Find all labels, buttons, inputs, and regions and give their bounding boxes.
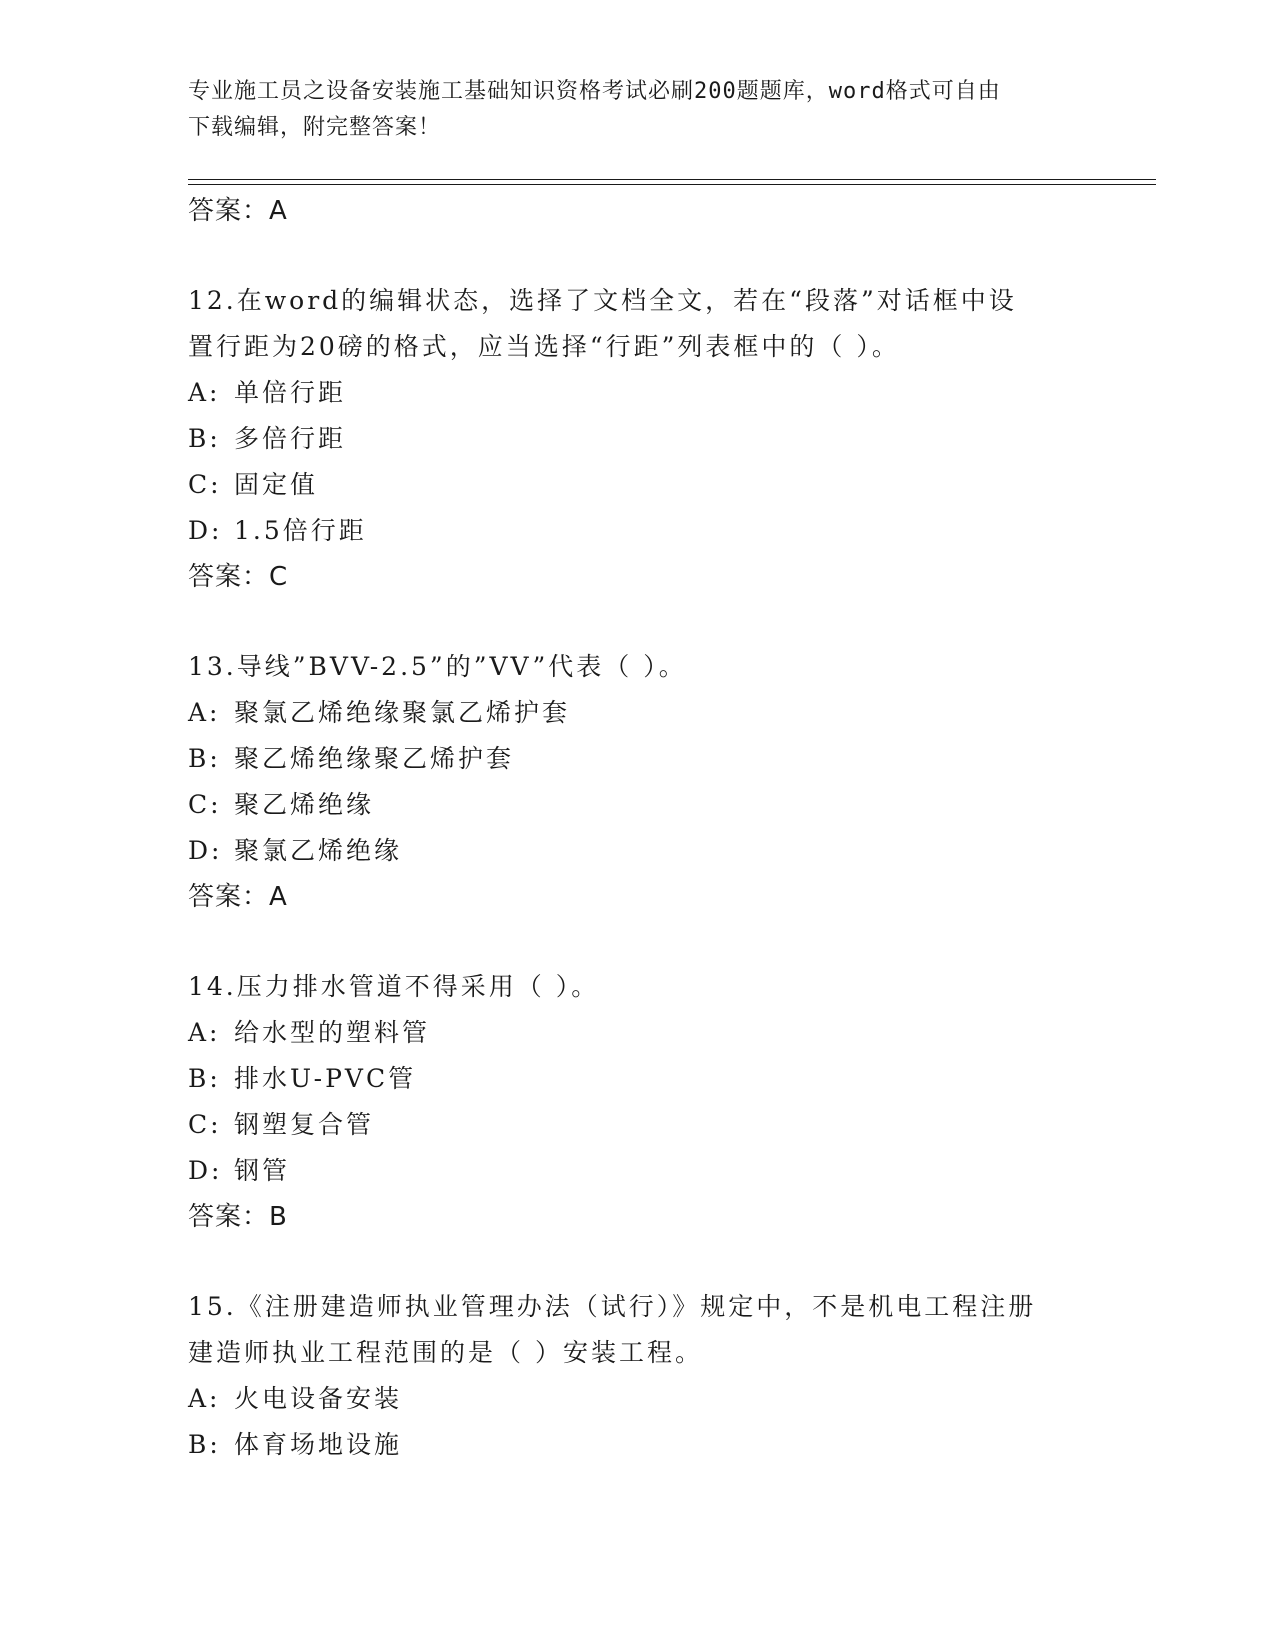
option-text: 单倍行距 <box>234 378 347 407</box>
question-stem-line: 14.压力排水管道不得采用（ ）。 <box>188 972 600 1001</box>
option-letter: A: <box>188 698 221 727</box>
option-letter: B: <box>188 1064 221 1093</box>
question-12 <box>188 278 1088 370</box>
option-letter: D: <box>188 836 223 865</box>
option-b <box>188 1056 1088 1102</box>
header-divider-top <box>188 179 1156 180</box>
option-text: 钢塑复合管 <box>234 1110 375 1139</box>
document-body <box>188 188 1088 1468</box>
header-line-1: 专业施工员之设备安装施工基础知识资格考试必刷200题题库，word格式可自由 <box>188 79 1001 104</box>
option-letter: D: <box>188 516 223 545</box>
option-a <box>188 1010 1088 1056</box>
option-text: 聚氯乙烯绝缘 <box>234 836 403 865</box>
option-text: 聚乙烯绝缘聚乙烯护套 <box>234 744 515 773</box>
option-text: 聚氯乙烯绝缘聚氯乙烯护套 <box>234 698 571 727</box>
option-letter: A: <box>188 378 221 407</box>
option-text: 给水型的塑料管 <box>234 1018 431 1047</box>
option-c <box>188 462 1088 508</box>
header-divider-bottom <box>188 184 1156 185</box>
question-stem-line: 置行距为20磅的格式，应当选择“行距”列表框中的（ ）。 <box>188 332 900 361</box>
option-letter: C: <box>188 790 222 819</box>
option-d <box>188 1148 1088 1194</box>
answer-12: 答案：C <box>188 562 289 592</box>
question-stem-line: 12.在word的编辑状态，选择了文档全文，若在“段落”对话框中设 <box>188 286 1017 315</box>
question-15 <box>188 1284 1088 1376</box>
option-b <box>188 1422 1088 1468</box>
option-letter: A: <box>188 1018 221 1047</box>
option-letter: B: <box>188 744 221 773</box>
header-line-2: 下载编辑，附完整答案！ <box>188 115 442 140</box>
option-letter: C: <box>188 470 222 499</box>
option-c <box>188 782 1088 828</box>
question-14 <box>188 964 1088 1010</box>
option-text: 固定值 <box>234 470 319 499</box>
answer-14: 答案：B <box>188 1202 288 1232</box>
option-text: 多倍行距 <box>234 424 347 453</box>
option-letter: B: <box>188 1430 221 1459</box>
option-text: 1.5倍行距 <box>234 516 367 545</box>
option-text: 火电设备安装 <box>234 1384 403 1413</box>
option-letter: C: <box>188 1110 222 1139</box>
option-b <box>188 416 1088 462</box>
option-a <box>188 370 1088 416</box>
option-a <box>188 690 1088 736</box>
option-text: 排水U-PVC管 <box>234 1064 417 1093</box>
document-header <box>188 74 1088 146</box>
option-letter: D: <box>188 1156 223 1185</box>
option-a <box>188 1376 1088 1422</box>
question-stem-line: 13.导线”BVV-2.5”的”VV”代表（ ）。 <box>188 652 687 681</box>
question-13 <box>188 644 1088 690</box>
option-b <box>188 736 1088 782</box>
answer-13: 答案：A <box>188 882 288 912</box>
option-text: 钢管 <box>234 1156 291 1185</box>
option-text: 聚乙烯绝缘 <box>234 790 375 819</box>
question-stem-line: 15.《注册建造师执业管理办法（试行）》规定中，不是机电工程注册 <box>188 1292 1037 1321</box>
option-letter: A: <box>188 1384 221 1413</box>
question-stem-line: 建造师执业工程范围的是（ ）安装工程。 <box>188 1338 703 1367</box>
previous-answer: 答案：A <box>188 196 288 226</box>
option-text: 体育场地设施 <box>234 1430 403 1459</box>
option-c <box>188 1102 1088 1148</box>
option-d <box>188 828 1088 874</box>
option-letter: B: <box>188 424 221 453</box>
option-d <box>188 508 1088 554</box>
